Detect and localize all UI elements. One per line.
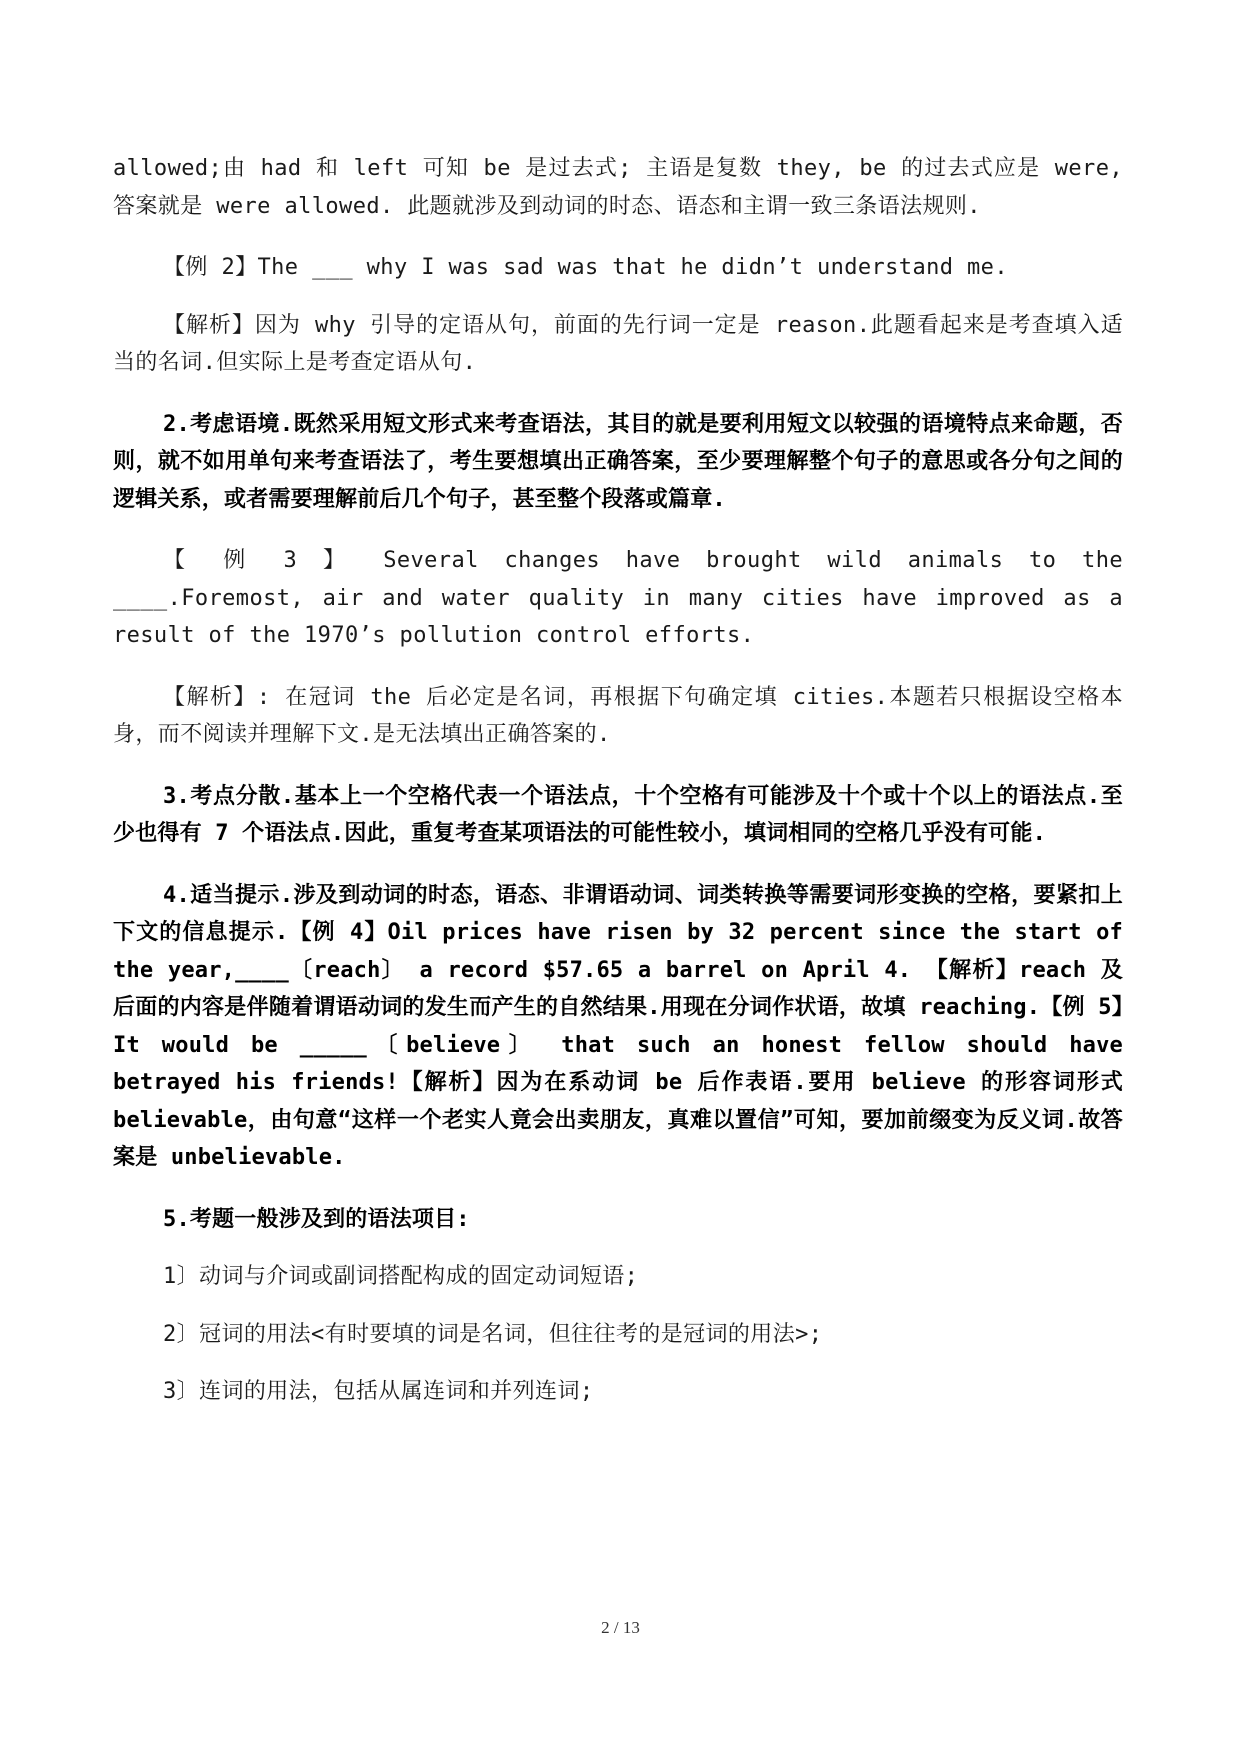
page-number: 2 / 13 bbox=[601, 1618, 640, 1637]
paragraph-example2-analysis: 【解析】因为 why 引导的定语从句，前面的先行词一定是 reason.此题看起来是考查填入适当的名词.但实际上是考查定语从句. bbox=[113, 312, 1123, 375]
list-item-3: 3〕连词的用法，包括从属连词和并列连词; bbox=[163, 1379, 594, 1404]
paragraph-example2: 【例 2】The ___ why I was sad was that he didn’t understand me. bbox=[163, 255, 1008, 280]
paragraph-example3: 【 例 3 】 Several changes have brought wild animals to the ____.Foremost, air and water quality in many cities have improved as a result of the 1970’s pollution control efforts. bbox=[113, 548, 1123, 648]
list-item-2: 2〕冠词的用法<有时要填的词是名词，但往往考的是冠词的用法>; bbox=[163, 1321, 823, 1347]
paragraph-example3-analysis: 【解析】: 在冠词 the 后必定是名词，再根据下句确定填 cities.本题若只根据设空格本身，而不阅读并理解下文.是无法填出正确答案的. bbox=[113, 684, 1123, 747]
paragraph-point2-context: 2.考虑语境.既然采用短文形式来考查语法，其目的就是要利用短文以较强的语境特点来命题，否则，就不如用单句来考查语法了，考生要想填出正确答案，至少要理解整个句子的意思或各分句之间的逻辑关系，或者需要理解前后几个句子，甚至整个段落或篇章. bbox=[113, 411, 1123, 512]
paragraph-point5-heading: 5.考题一般涉及到的语法项目: bbox=[163, 1206, 470, 1232]
page-content bbox=[113, 150, 1123, 1431]
list-item-1: 1〕动词与介词或副词搭配构成的固定动词短语; bbox=[163, 1264, 639, 1289]
paragraph-example1-conclusion: allowed;由 had 和 left 可知 be 是过去式; 主语是复数 they, be 的过去式应是 were, 答案就是 were allowed. 此题就涉及到动词的时态、语态和主谓一致三条语法规则. bbox=[113, 156, 1123, 219]
paragraph-point4-hints: 4.适当提示.涉及到动词的时态，语态、非谓语动词、词类转换等需要词形变换的空格，要紧扣上下文的信息提示.【例 4】Oil prices have risen by 32 percent since the start of the year,____〔reach〕 a record $57.65 a barrel on April 4. 【解析】reach 及后面的内容是伴随着谓语动词的发生而产生的自然结果.用现在分词作状语，故填 reaching.【例 5】It would be _____〔believe〕 that such an honest fellow should have betrayed his friends!【解析】因为在系动词 be 后作表语.要用 believe 的形容词形式 believable，由句意“这样一个老实人竟会出卖朋友，真难以置信”可知，要加前缀变为反义词.故答案是 unbelievable. bbox=[113, 882, 1123, 1170]
paragraph-point3-scattered: 3.考点分散.基本上一个空格代表一个语法点，十个空格有可能涉及十个或十个以上的语法点.至少也得有 7 个语法点.因此，重复考查某项语法的可能性较小，填词相同的空格几乎没有可能. bbox=[113, 783, 1123, 846]
